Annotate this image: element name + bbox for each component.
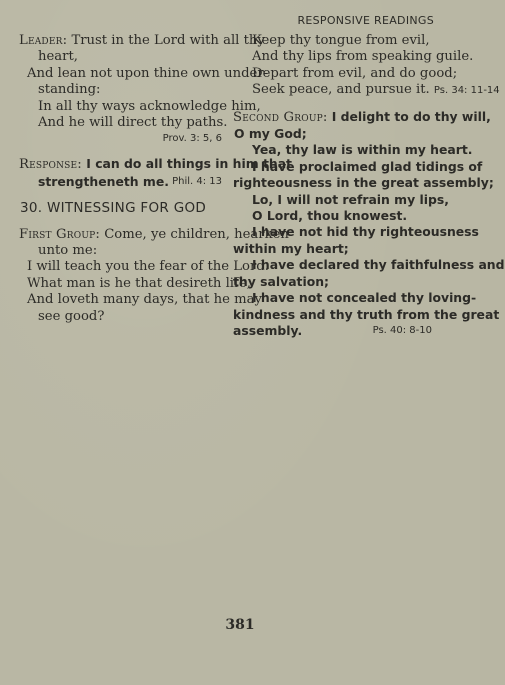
top-line-3: Depart from evil, and do good;: [252, 65, 458, 81]
second-group-ref: Ps. 40: 8-10: [372, 324, 432, 336]
leader-label: Leader:: [19, 33, 68, 48]
response-label: Response:: [19, 157, 82, 173]
second-group-line-9: within my heart;: [233, 240, 349, 256]
leader-line-4: standing:: [38, 82, 101, 98]
right-column: [233, 33, 505, 340]
top-line-2: And thy lips from speaking guile.: [252, 49, 474, 65]
first-group-line-2: unto me:: [38, 243, 98, 259]
leader-line-3: And lean not upon thine own under-: [27, 65, 269, 81]
response-line-1: Response: I can do all things in him that: [19, 156, 292, 173]
second-group-line-8: I have not hid thy righteousness: [252, 224, 479, 240]
second-group-line-11: thy salvation;: [233, 273, 330, 289]
leader-line-1: Leader: Trust in the Lord with all thy: [19, 33, 265, 48]
response-ref: Phil. 4: 13: [172, 175, 222, 187]
second-group-line-1: Second Group: I delight to do thy will,: [233, 108, 491, 125]
first-group-line-3: I will teach you the fear of the Lord.: [27, 259, 269, 275]
second-group-line-12: I have not concealed thy loving-: [252, 290, 477, 306]
leader-ref-line: [19, 131, 224, 147]
second-group-line-5: righteousness in the great assembly;: [233, 175, 494, 191]
section-heading: 30. WITNESSING FOR GOD: [20, 200, 207, 217]
second-group-line-3: Yea, thy law is within my heart.: [252, 142, 473, 158]
page-number: 381: [225, 617, 255, 633]
second-group-line-4: I have proclaimed glad tidings of: [252, 158, 483, 174]
leader-line-2: heart,: [38, 49, 78, 65]
second-group-line-14: assembly. Ps. 40: 8-10: [233, 322, 432, 338]
second-group-line-10: I have declared thy faithfulness and: [252, 257, 505, 273]
top-ref: Ps. 34: 11-14: [433, 85, 500, 97]
running-head: RESPONSIVE READINGS: [297, 14, 434, 27]
top-line-1: Keep thy tongue from evil,: [252, 33, 430, 48]
leader-ref: Prov. 3: 5, 6: [162, 133, 222, 145]
response-line-2: strengtheneth me. Phil. 4: 13: [38, 173, 222, 189]
second-group-label: Second Group:: [233, 109, 328, 125]
first-group-line-1: First Group: Come, ye children, hearken: [19, 226, 289, 242]
first-group-line-5: And loveth many days, that he may: [27, 292, 262, 308]
first-group-line-6: see good?: [38, 308, 105, 324]
leader-line-5: In all thy ways acknowledge him,: [38, 98, 261, 114]
first-group-line-4: What man is he that desireth life,: [27, 275, 251, 291]
second-group-line-7: O Lord, thou knowest.: [252, 208, 408, 224]
first-group-label: First Group:: [19, 226, 101, 242]
second-group-line-13: kindness and thy truth from the great: [233, 306, 500, 322]
second-group-line-2: O my God;: [234, 126, 307, 142]
second-group-line-6: Lo, I will not refrain my lips,: [252, 191, 449, 207]
top-line-4: Seek peace, and pursue it. Ps. 34: 11-14: [252, 82, 500, 98]
leader-line-6: And he will direct thy paths.: [38, 115, 228, 131]
